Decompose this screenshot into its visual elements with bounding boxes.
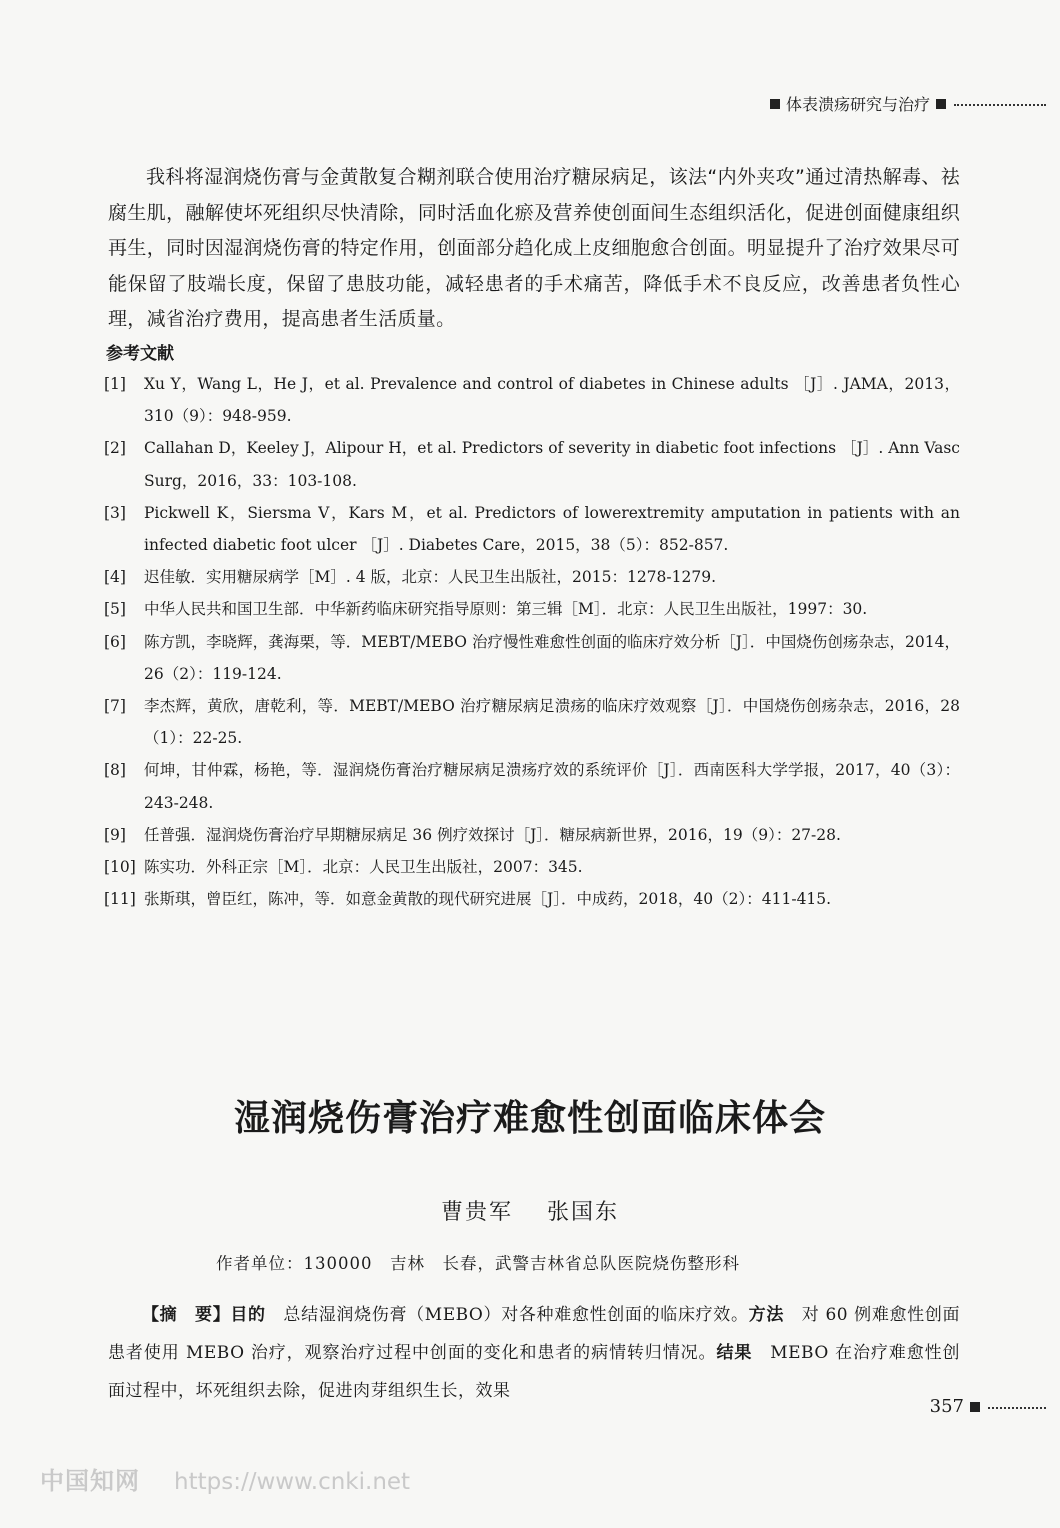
reference-text: 中华人民共和国卫生部．中华新药临床研究指导原则：第三辑［M］．北京：人民卫生出版社，1997：30. <box>144 600 868 619</box>
reference-text: 张斯琪，曾臣红，陈冲，等．如意金黄散的现代研究进展［J］．中成药，2018，40（2）：411-415. <box>144 890 832 909</box>
reference-item <box>104 754 960 818</box>
purpose-label: 目的 <box>230 1305 266 1325</box>
reference-number: [7] <box>104 697 126 716</box>
reference-item <box>104 368 960 432</box>
square-bullet-icon <box>770 99 780 109</box>
reference-number: [6] <box>104 632 126 651</box>
reference-item <box>104 497 960 561</box>
reference-text: 迟佳敏．实用糖尿病学［M］. 4 版，北京：人民卫生出版社，2015：1278-1279. <box>144 568 717 587</box>
reference-number: [1] <box>104 375 126 393</box>
reference-list <box>104 368 960 915</box>
page-number: 357 <box>929 1396 964 1417</box>
reference-item <box>104 851 960 883</box>
reference-item <box>104 561 960 593</box>
author-name: 张国东 <box>547 1200 620 1225</box>
article-title: 湿润烧伤膏治疗难愈性创面临床体会 <box>233 1097 826 1139</box>
abstract-label: 【摘 要】 <box>142 1305 231 1325</box>
result-label: 结果 <box>716 1343 753 1363</box>
reference-item <box>104 593 960 625</box>
reference-item <box>104 819 960 851</box>
abstract <box>108 1296 960 1410</box>
reference-text: Xu Y，Wang L，He J，et al. Prevalence and control of diabetes in Chinese adults ［J］. JAMA，2013，310（9）：948-959. <box>144 375 960 426</box>
square-bullet-icon <box>936 99 946 109</box>
reference-item <box>104 626 960 690</box>
page-footer <box>930 1396 1046 1417</box>
reference-text: 李杰辉，黄欣，唐乾利，等．MEBT/MEBO 治疗糖尿病足溃疡的临床疗效观察［J］．中国烧伤创疡杂志，2016，28（1）：22-25. <box>144 697 960 748</box>
author-line <box>0 1195 1060 1226</box>
dotted-rule <box>988 1407 1046 1409</box>
running-header <box>764 92 1046 115</box>
reference-number: [2] <box>104 439 126 458</box>
references-heading: 参考文献 <box>106 344 174 364</box>
reference-item <box>104 883 960 915</box>
reference-number: [11] <box>104 890 136 909</box>
reference-item <box>104 690 960 754</box>
reference-text: 陈实功．外科正宗［M］．北京：人民卫生出版社，2007：345. <box>144 858 583 877</box>
author-affiliation: 作者单位：130000 吉林 长春，武警吉林省总队医院烧伤整形科 <box>216 1254 740 1273</box>
reference-number: [4] <box>104 568 126 587</box>
reference-text: Pickwell K，Siersma V，Kars M，et al. Predictors of lowerextremity amputation in patients with an infected diabetic foot ulcer ［J］. Diabetes Care，2015，38（5）：852-857. <box>144 503 960 555</box>
method-label: 方法 <box>748 1305 785 1325</box>
reference-number: [10] <box>104 858 136 877</box>
reference-number: [8] <box>104 761 126 780</box>
reference-text: 任普强．湿润烧伤膏治疗早期糖尿病足 36 例疗效探讨［J］．糖尿病新世界，2016，19（9）：27-28. <box>144 825 841 844</box>
cnki-url: https://www.cnki.net <box>174 1469 411 1495</box>
cnki-watermark <box>40 1461 410 1496</box>
purpose-text: 总结湿润烧伤膏（MEBO）对各种难愈性创面的临床疗效。 <box>265 1305 749 1325</box>
square-bullet-icon <box>970 1402 980 1412</box>
reference-text: 何坤，甘仲霖，杨艳，等．湿润烧伤膏治疗糖尿病足溃疡疗效的系统评价［J］．西南医科大学学报，2017，40（3）：243-248. <box>144 761 960 812</box>
reference-text: Callahan D，Keeley J，Alipour H，et al. Predictors of severity in diabetic foot infections ［J］. Ann Vasc Surg，2016，33：103-108. <box>144 439 960 490</box>
reference-text: 陈方凯，李晓辉，龚海栗，等．MEBT/MEBO 治疗慢性难愈性创面的临床疗效分析［J］．中国烧伤创疡杂志，2014，26（2）：119-124. <box>144 632 960 683</box>
section-title: 体表溃疡研究与治疗 <box>785 95 930 114</box>
method-text: 对 60 例难愈性创面患者使用 MEBO 治疗，观察治疗过程中创面的变化和患者的病情转归情况。 <box>108 1305 961 1363</box>
reference-number: [5] <box>104 600 126 619</box>
reference-number: [9] <box>104 825 126 844</box>
result-text: MEBO 在治疗难愈性创面过程中，坏死组织去除，促进肉芽组织生长，效果 <box>108 1343 961 1401</box>
dotted-rule <box>954 104 1046 106</box>
cnki-logo: 中国知网 <box>40 1467 140 1495</box>
author-name: 曹贵军 <box>440 1200 513 1225</box>
body-paragraph: 我科将湿润烧伤膏与金黄散复合糊剂联合使用治疗糖尿病足，该法“内外夹攻”通过清热解毒、祛腐生肌，融解使坏死组织尽快清除，同时活血化瘀及营养使创面间生态组织活化，促进创面健康组织再生，同时因湿润烧伤膏的特定作用，创面部分趋化成上皮细胞愈合创面。明显提升了治疗效果尽可能保留了肢端长度，保留了患肢功能，减轻患者的手术痛苦，降低手术不良反应，改善患者负性心理，减省治疗费用，提高患者生活质量。 <box>108 166 960 330</box>
reference-item <box>104 432 960 496</box>
reference-number: [3] <box>104 503 126 522</box>
